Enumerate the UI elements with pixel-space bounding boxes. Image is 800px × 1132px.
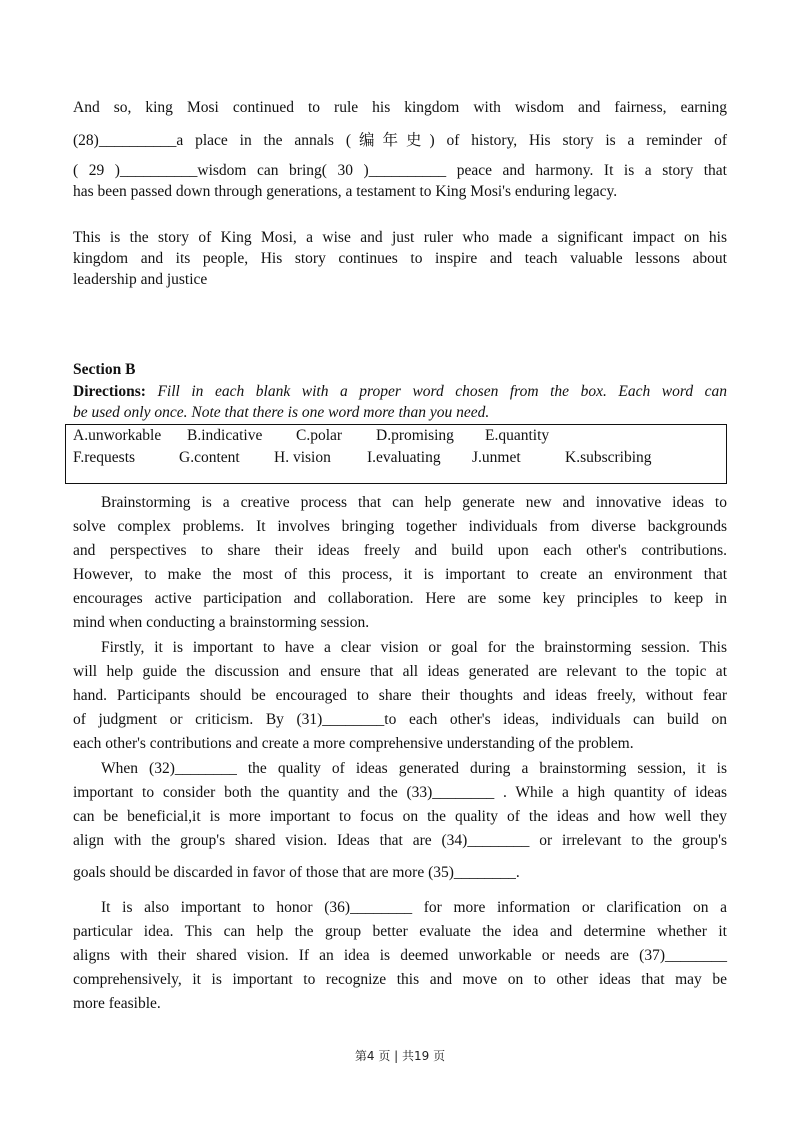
passage-line: It is also important to honor (36)________ for more information or clarification on a xyxy=(101,899,727,916)
passage-line: comprehensively, it is important to recognize this and move on to other ideas that may be xyxy=(73,971,727,988)
word-option: D.promising xyxy=(376,427,454,444)
passage-line: more feasible. xyxy=(73,995,161,1012)
passage-line: Firstly, it is important to have a clear vision or goal for the brainstorming session. This xyxy=(101,639,727,656)
story-line: has been passed down through generations, a testament to King Mosi's enduring legacy. xyxy=(73,183,618,200)
passage-line: aligns with their shared vision. If an idea is deemed unworkable or needs are (37)________ xyxy=(73,947,727,964)
story-line: (28)__________a place in the annals (编年史) of history, His story is a reminder of xyxy=(73,132,727,149)
passage-line: However, to make the most of this process, it is important to create an environment that xyxy=(73,566,727,583)
word-option: J.unmet xyxy=(472,449,521,466)
passage-line: important to consider both the quantity and the (33)________ . While a high quantity of ideas xyxy=(73,784,727,801)
word-option: H. vision xyxy=(274,449,331,466)
directions-line xyxy=(73,382,727,402)
passage-line: each other's contributions and create a more comprehensive understanding of the problem. xyxy=(73,735,634,752)
directions-line: be used only once. Note that there is one word more than you need. xyxy=(73,404,490,421)
passage-line: hand. Participants should be encouraged to share their thoughts and ideas freely, without fear xyxy=(73,687,727,704)
passage-line: When (32)________ the quality of ideas generated during a brainstorming session, it is xyxy=(101,760,727,777)
passage-line: can be beneficial,it is more important to focus on the quality of the ideas and how well they xyxy=(73,808,727,825)
story-line: kingdom and its people, His story continues to inspire and teach valuable lessons about xyxy=(73,250,727,267)
page-footer: 第4 页 | 共19 页 xyxy=(354,1049,446,1063)
word-option: K.subscribing xyxy=(565,449,652,466)
word-option: E.quantity xyxy=(485,427,550,444)
passage-line: align with the group's shared vision. Ideas that are (34)________ or irrelevant to the group's xyxy=(73,832,727,849)
directions-label: Directions: xyxy=(73,383,146,400)
passage-line: and perspectives to share their ideas freely and build upon each other's contributions. xyxy=(73,542,727,559)
word-option: A.unworkable xyxy=(73,427,162,444)
directions-text: Fill in each blank with a proper word chosen from the box. Each word can xyxy=(145,383,727,400)
word-option: F.requests xyxy=(73,449,136,466)
passage-line: particular idea. This can help the group better evaluate the idea and determine whether it xyxy=(73,923,727,940)
passage-line: of judgment or criticism. By (31)________to each other's ideas, individuals can build on xyxy=(73,711,727,728)
story-line: And so, king Mosi continued to rule his kingdom with wisdom and fairness, earning xyxy=(73,99,727,116)
passage-line: solve complex problems. It involves bringing together individuals from diverse backgrounds xyxy=(73,518,727,535)
word-option: I.evaluating xyxy=(367,449,441,466)
story-line: This is the story of King Mosi, a wise and just ruler who made a significant impact on his xyxy=(73,229,727,246)
passage-line: encourages active participation and collaboration. Here are some key principles to keep in xyxy=(73,590,727,607)
section-title: Section B xyxy=(73,361,136,378)
passage-line: goals should be discarded in favor of those that are more (35)________. xyxy=(73,864,520,881)
passage-line: Brainstorming is a creative process that can help generate new and innovative ideas to xyxy=(101,494,727,511)
word-option: B.indicative xyxy=(187,427,263,444)
story-line: ( 29 )__________wisdom can bring( 30 )__________ peace and harmony. It is a story that xyxy=(73,162,727,179)
passage-line: will help guide the discussion and ensure that all ideas generated are relevant to the topic at xyxy=(73,663,727,680)
passage-line: mind when conducting a brainstorming session. xyxy=(73,614,370,631)
word-option: C.polar xyxy=(296,427,343,444)
story-line: leadership and justice xyxy=(73,271,208,288)
word-option: G.content xyxy=(179,449,240,466)
